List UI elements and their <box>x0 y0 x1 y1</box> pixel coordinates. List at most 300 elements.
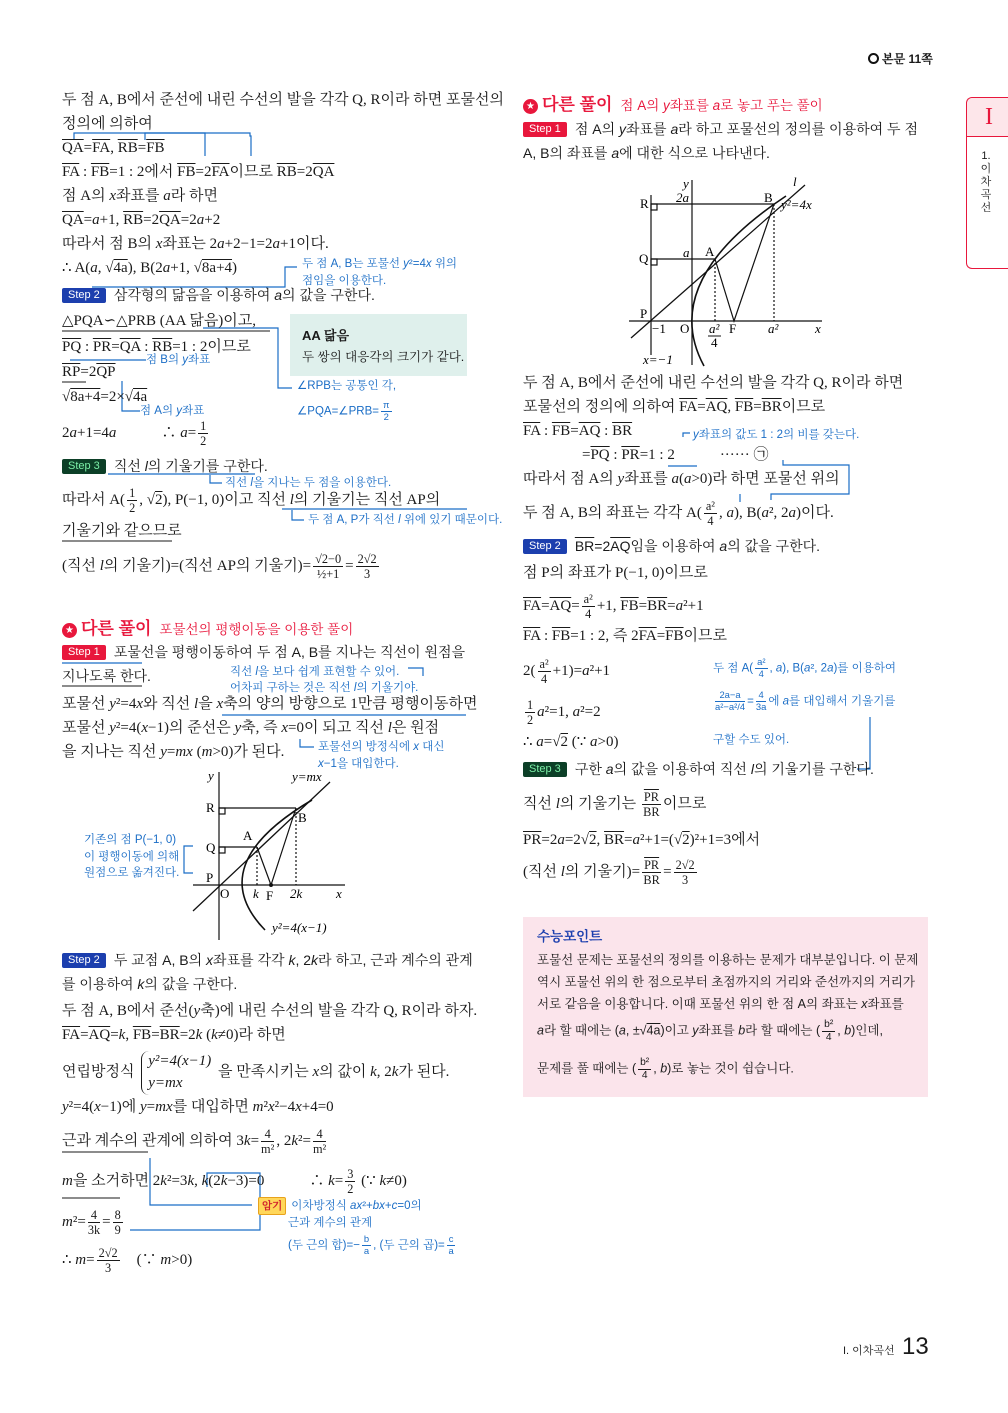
text-run: =2 <box>143 212 160 228</box>
text-run: ²=4 <box>408 258 426 270</box>
fraction <box>313 1127 326 1156</box>
fraction <box>198 419 208 448</box>
annotation <box>297 400 394 423</box>
text-run: = <box>624 832 633 848</box>
text-line <box>62 113 153 135</box>
text-run: , <box>769 662 776 675</box>
step-2-heading <box>523 535 820 558</box>
text-run: ), P(−1, 0)이고 직선 <box>162 492 290 509</box>
math-variable: c <box>391 1200 398 1212</box>
text-run: 점임을 이용한다. <box>302 275 387 287</box>
overlined-segment: $\overline{BR}$ <box>612 423 633 439</box>
math-variable: m <box>75 1252 87 1269</box>
alt-subtitle <box>620 98 822 113</box>
text-run: = <box>582 447 591 463</box>
denominator: 9 <box>114 1223 121 1238</box>
math-variable: a <box>180 425 188 442</box>
step-badge: Step 2 <box>62 288 106 303</box>
text-run: = <box>747 695 754 708</box>
overlined-segment: $\overline{AQ}$ <box>610 538 631 554</box>
math-variable: a <box>572 704 581 721</box>
math-variable: a <box>537 1023 544 1038</box>
text-run: , <box>653 1061 661 1076</box>
text-run: =2 <box>179 1027 196 1043</box>
text-run: 의 기울기를 구한다. <box>753 761 874 777</box>
text-run: 위에 있기 때문이다. <box>400 514 503 526</box>
text-run: = <box>250 1133 260 1150</box>
math-variable: k <box>201 1173 209 1190</box>
text-run: 점 A의 <box>574 121 619 137</box>
math-variable: l <box>398 514 401 526</box>
math-variable: k <box>370 1064 377 1081</box>
math-variable: a <box>590 734 598 750</box>
text-run: 좌표는 2 <box>162 236 218 252</box>
text-run: 점 A의 <box>620 98 664 113</box>
text-run: =2 <box>296 164 313 180</box>
overlined-segment: $\overline{FA}$ <box>523 423 541 439</box>
math-variable: a <box>537 704 545 721</box>
text-run: ∴ <box>62 1252 76 1269</box>
step-text <box>114 287 375 303</box>
math-variable: y <box>193 1003 201 1019</box>
fraction <box>525 698 535 727</box>
text-run: , <box>837 1023 845 1038</box>
math-variable: x <box>155 236 163 252</box>
text-run: )를 이용하여 <box>833 662 897 675</box>
text-line <box>62 89 504 111</box>
text-run: 역시 포물선 위의 한 점으로부터 초점까지의 거리와 준선까지의 거리가 <box>537 975 915 989</box>
equation-line <box>62 552 381 581</box>
alternative-solution-heading <box>62 614 353 639</box>
text-run: ²= <box>297 1133 311 1150</box>
math-variable: x <box>136 696 144 712</box>
math-variable: l <box>144 458 148 474</box>
overlined-segment: $\overline{QA}$ <box>312 164 335 180</box>
graph-label: 2k <box>290 886 303 901</box>
text-run: ( <box>202 1027 212 1043</box>
text-run: 두 점 A, B에서 준선에 내린 수선의 발을 각각 Q, R이라 하면 포물선의 <box>62 92 504 108</box>
exam-point-line <box>537 1057 794 1082</box>
overlined-segment: $\overline{FB}$ <box>177 164 196 180</box>
step-badge: Step 2 <box>62 953 106 968</box>
text-run: + <box>384 1200 392 1212</box>
overlined-segment: $\overline{AQ}$ <box>705 399 728 415</box>
overlined-segment: $\overline{FA}$ <box>679 399 698 415</box>
text-run: =2 <box>594 538 611 554</box>
overlined-segment: $\overline{FA}$ <box>638 628 657 644</box>
text-run: , 2 <box>376 1064 392 1081</box>
text-run: 이므로 <box>662 796 707 813</box>
math-variable: m <box>160 1252 172 1269</box>
text-run: 직선 <box>230 666 256 678</box>
reference-text: 본문 11쪽 <box>882 52 933 66</box>
denominator: 4 <box>541 672 548 687</box>
text-run: 직선 <box>225 477 251 489</box>
overlined-segment: 8a+4 <box>70 389 101 405</box>
text-run: 삼각형의 닮음을 이용하여 <box>113 287 275 303</box>
denominator: 4 <box>641 1069 648 1081</box>
overlined-segment: $\overline{PR}$ <box>92 339 112 355</box>
step-badge: Step 1 <box>62 645 106 660</box>
step-text <box>575 761 874 777</box>
graph-label: x <box>815 321 821 336</box>
text-run: =0이 되고 직선 <box>288 720 388 736</box>
text-run: −1)에 <box>100 1099 140 1115</box>
fraction <box>261 1127 274 1156</box>
math-variable: k <box>160 1173 167 1190</box>
numerator: 1 <box>200 419 207 433</box>
text-run: , √ <box>97 260 114 276</box>
math-variable: x <box>413 741 420 753</box>
text-run: = <box>146 1099 156 1115</box>
text-line <box>62 310 256 332</box>
math-variable: k <box>187 1173 195 1190</box>
text-run: >0)가 된다. <box>212 744 285 760</box>
math-variable: y <box>234 720 242 736</box>
overlined-segment: $\overline{FA}$ <box>92 140 111 156</box>
math-variable: a <box>683 471 692 487</box>
text-run: ) <box>232 260 238 276</box>
text-run: = <box>110 1027 119 1043</box>
text-run: 두 점 A, B에서 준선에 내린 수선의 발을 각각 Q, R이라 하면 <box>523 375 904 391</box>
text-run: : <box>600 423 613 439</box>
math-variable: y <box>176 405 183 417</box>
math-variable: x <box>216 696 224 712</box>
denominator: 3k <box>87 1223 101 1238</box>
text-run: 좌표를 <box>669 98 713 113</box>
denominator: 4 <box>825 1031 832 1043</box>
text-run: 에 <box>768 695 783 708</box>
text-run: , ±√ <box>625 1023 647 1038</box>
text-run: , <box>110 140 118 156</box>
denominator: 4 <box>585 607 592 622</box>
memo-badge: 암기 <box>258 1197 286 1215</box>
text-run: 의 기울기는 직선 AP의 <box>293 492 441 509</box>
numerator: b² <box>824 1019 834 1030</box>
text-run: = <box>80 1027 89 1043</box>
math-variable: a <box>557 832 565 848</box>
text-run: 두 교점 A, B의 <box>113 952 207 968</box>
exam-point-line <box>537 972 915 990</box>
system-equation: y=mx <box>148 1074 183 1091</box>
graph-label: y <box>208 768 214 783</box>
numerator: 4 <box>261 1127 274 1142</box>
text-run: 따라서 점 B의 <box>62 236 156 252</box>
graph-label: Q <box>206 840 216 855</box>
memo-text <box>291 1200 421 1212</box>
text-run: 의 값을 구한다. <box>727 538 821 554</box>
equation-line <box>523 657 610 686</box>
text-run: =2√ <box>564 832 590 848</box>
math-variable: bx <box>372 1200 385 1212</box>
text-run: 라 할 때에는 ( <box>745 1023 821 1038</box>
text-run: 를 대입해서 기울기를 <box>789 695 896 708</box>
graph-label: y²=4(x−1) <box>272 920 327 935</box>
math-variable: a <box>726 505 734 522</box>
text-line <box>62 741 284 763</box>
numerator: a² <box>583 592 593 606</box>
callout-line: 이 평행이동에 의해 <box>84 851 180 863</box>
denominator: m² <box>312 1142 327 1157</box>
exam-point-box <box>523 917 928 1097</box>
note-body: 두 쌍의 대응각의 크기가 같다. <box>302 350 465 364</box>
math-variable: a <box>217 236 225 252</box>
math-variable: a <box>605 761 614 777</box>
fraction <box>97 1246 120 1275</box>
text-run: ∴ <box>116 425 181 442</box>
math-variable: x <box>281 720 289 736</box>
fraction <box>704 499 717 528</box>
text-run: 점 P의 좌표가 P(−1, 0)이므로 <box>523 565 708 581</box>
text-run: ), B(2 <box>127 260 163 276</box>
equation-line <box>62 209 220 231</box>
text-run: 포물선의 평행이동을 이용한 풀이 <box>159 622 354 637</box>
system-equation: y²=4(x−1) <box>148 1053 212 1069</box>
text-run: ², 2 <box>810 662 828 675</box>
text-run: ²=4( <box>68 1099 95 1115</box>
text-run: 라 하고, 근과 계수의 관계 <box>318 952 473 968</box>
step-badge: Step 3 <box>62 459 106 474</box>
text-run: >0) <box>597 734 619 750</box>
text-run: = <box>86 1252 95 1269</box>
math-variable: a <box>90 260 98 276</box>
math-variable: l <box>387 720 392 736</box>
math-variable: a <box>92 212 100 228</box>
fraction <box>127 486 137 515</box>
annotation <box>318 739 444 755</box>
overlined-segment: 2 <box>560 734 568 750</box>
text-run: ), B( <box>734 505 762 522</box>
graph-label: P <box>640 306 648 321</box>
text-run: √ <box>62 389 71 405</box>
text-run: ²=4 <box>115 696 137 712</box>
text-run: 의 값을 구한다. <box>144 976 238 992</box>
fraction <box>674 858 697 887</box>
overlined-segment: $\overline{AQ}$ <box>88 1027 111 1043</box>
text-run: 위의 <box>431 258 458 270</box>
focus-point <box>269 883 273 887</box>
math-variable: a <box>712 98 721 113</box>
math-variable: k <box>118 1027 126 1043</box>
text-run: △PQA∽△PRB (AA 닮음)이고, <box>62 313 257 329</box>
math-variable: k <box>211 1027 218 1043</box>
text-run: 포물선 <box>62 720 110 736</box>
numerator: 3 <box>347 1167 354 1181</box>
text-line <box>523 142 770 164</box>
text-run: A, B의 좌표를 <box>523 145 612 161</box>
text-run: +2 <box>204 212 221 228</box>
memo-note <box>258 1197 422 1215</box>
math-variable: b <box>660 1061 668 1076</box>
graph-label: Q <box>639 251 649 266</box>
annotation <box>140 403 204 419</box>
text-run: 두 점 A, B의 좌표는 각각 A( <box>523 505 702 522</box>
numerator: 4 <box>313 1127 326 1142</box>
fraction <box>447 1234 456 1257</box>
math-variable: a <box>775 662 783 675</box>
text-run: 의 값을 구한다. <box>282 287 375 303</box>
math-variable: y <box>663 98 670 113</box>
text-run: 포물선 문제는 포물선의 정의를 이용하는 문제가 대부분입니다. 이 문제 <box>537 953 919 967</box>
step-text <box>114 458 268 474</box>
text-line <box>62 973 237 995</box>
overlined-segment: $\overline{FA}$ <box>62 1027 81 1043</box>
math-variable: a <box>162 260 171 276</box>
overlined-segment: $\overline{FB}$ <box>146 140 165 156</box>
denominator: 3 <box>682 873 689 888</box>
math-variable: k <box>288 952 296 968</box>
numerator: 8 <box>114 1208 121 1222</box>
text-run: 연립방정식 <box>62 1064 139 1081</box>
overlined-segment: $\overline{FB}$ <box>551 628 571 644</box>
text-run: 축의 양의 방향으로 1만큼 평행이동하면 <box>223 696 478 712</box>
text-run: 로 놓고 푸는 풀이 <box>720 98 823 113</box>
text-run: 구할 수도 있어. <box>713 734 790 746</box>
text-run: =1 : 2 ······ ㉠ <box>639 447 769 463</box>
overlined-segment: 2 <box>154 492 163 509</box>
overlined-segment: 4a <box>113 260 128 276</box>
numerator: a² <box>757 656 766 667</box>
step-badge: Step 1 <box>523 122 567 137</box>
math-variable: y <box>62 1099 69 1115</box>
text-run: )로 놓는 것이 쉽습니다. <box>667 1061 794 1076</box>
overlined-segment: $\overline{QA}$ <box>62 140 84 156</box>
overlined-segment: $\overline{PQ}$ <box>62 339 82 355</box>
text-run: +1, <box>596 598 621 615</box>
page-number: 13 <box>902 1333 929 1360</box>
overlined-segment: $\overline{FB}$ <box>90 164 110 180</box>
text-run: (직선 <box>523 864 561 881</box>
text-run: 지나도록 한다. <box>62 668 151 684</box>
math-variable: a <box>611 145 620 161</box>
graph-label: B <box>764 190 773 205</box>
equation-line <box>62 1167 407 1196</box>
text-run: 좌표를 <box>698 1023 739 1038</box>
math-variable: x <box>206 952 214 968</box>
overlined-segment: 4a <box>646 1023 661 1038</box>
alt-title: 다른 풀이 <box>542 95 613 114</box>
denominator: a <box>363 1244 370 1256</box>
numerator: 2√2 <box>98 1246 118 1260</box>
text-run: −1)의 준선은 <box>148 720 235 736</box>
graph-label: 2a <box>676 190 689 205</box>
text-run: (두 근의 합)=− <box>288 1239 360 1252</box>
text-run: , <box>727 399 735 415</box>
text-run: 이므로 <box>683 628 728 644</box>
graph-label: y=mx <box>292 769 322 784</box>
math-variable: m <box>62 1214 73 1231</box>
text-run: , <box>125 1027 133 1043</box>
math-variable: a <box>827 662 834 675</box>
text-run: = <box>638 598 648 615</box>
equation-line <box>62 419 210 448</box>
text-run: : <box>140 339 153 355</box>
overlined-segment: $\overline{QA}$ <box>119 339 141 355</box>
text-run: , <box>194 1173 202 1190</box>
text-run: =√ <box>543 734 561 750</box>
text-run: =2 <box>180 212 197 228</box>
overlined-segment: $\overline{FB}$ <box>734 399 754 415</box>
text-run: 의 기울기를 구한다. <box>147 458 268 474</box>
overlined-segment: $\overline{FB}$ <box>665 628 684 644</box>
annotation <box>230 664 399 680</box>
text-run: >0)라 하면 포물선 위의 <box>691 471 840 487</box>
text-line <box>523 499 834 528</box>
annotation <box>713 732 789 748</box>
text-run: 두 점 A, B는 포물선 <box>302 258 404 270</box>
overlined-segment: $\overline{QA}$ <box>159 212 181 228</box>
numerator: $\overline{PR}$ <box>643 790 659 804</box>
text-run: ²=2 <box>580 704 601 721</box>
text-run: =2 <box>541 832 558 848</box>
denominator: 4 <box>758 667 764 679</box>
text-run: )²+1=3에서 <box>689 832 761 848</box>
text-line <box>62 486 440 515</box>
text-run: = <box>83 212 93 228</box>
math-variable: k <box>195 1027 203 1043</box>
math-variable: l <box>99 558 104 575</box>
overlined-segment: $\overline{FB}$ <box>132 1027 152 1043</box>
numerator: b² <box>640 1057 650 1068</box>
overlined-segment: $\overline{BR}$ <box>647 598 668 615</box>
math-variable: l <box>194 696 199 712</box>
text-line <box>62 520 182 542</box>
text-run: = <box>334 1173 344 1190</box>
text-run: ²+1=(√ <box>640 832 683 848</box>
text-run: 좌표의 값도 1 : 2의 비를 갖는다. <box>698 429 860 441</box>
math-variable: k <box>220 1173 228 1190</box>
overlined-segment: $\overline{BR}$ <box>761 399 782 415</box>
text-run: +4=0 <box>301 1099 334 1115</box>
exam-point-title: 수능포인트 <box>537 929 603 944</box>
graph-label: F <box>266 888 274 903</box>
text-run: 라 하고 포물선의 정의를 이용하여 두 점 <box>678 121 918 137</box>
text-run: ( <box>678 471 684 487</box>
text-run: ²=3 <box>166 1173 188 1190</box>
math-variable: x <box>267 1099 275 1115</box>
text-run: ≠0) <box>386 1173 407 1190</box>
text-run: = <box>697 399 706 415</box>
text-run: ∴ A( <box>62 260 91 276</box>
text-run: =1 : 2이므로 <box>172 339 251 355</box>
graph-label: 4 <box>711 335 718 350</box>
graph-label: F <box>729 321 737 336</box>
step-3-heading <box>523 758 874 781</box>
equation-line <box>523 698 601 727</box>
text-run: 좌표를 <box>867 997 904 1011</box>
text-run: 을 만족시키는 <box>214 1064 313 1081</box>
math-variable: y <box>693 429 699 441</box>
text-run: 두 점 A, P가 직선 <box>308 514 399 526</box>
text-run: 따라서 A( <box>62 492 126 509</box>
note-title: AA 닮음 <box>302 328 350 343</box>
exam-point-line <box>537 1019 883 1044</box>
equation-line <box>62 1246 192 1275</box>
graph-label: R <box>640 196 649 211</box>
graph-label: k <box>253 886 259 901</box>
graph-label: x <box>336 886 342 901</box>
graph-label: O <box>220 886 230 901</box>
math-variable: k <box>379 1173 387 1190</box>
section-label: 1.이차곡선 <box>980 150 992 214</box>
text-run: 따라서 점 A의 <box>523 471 618 487</box>
math-variable: x <box>295 1099 302 1115</box>
text-run: ∴ <box>523 734 537 750</box>
math-variable: y <box>618 121 626 137</box>
text-run: (∵ <box>568 734 591 750</box>
text-run: )이고 <box>660 1023 693 1038</box>
math-variable: a <box>632 832 641 848</box>
